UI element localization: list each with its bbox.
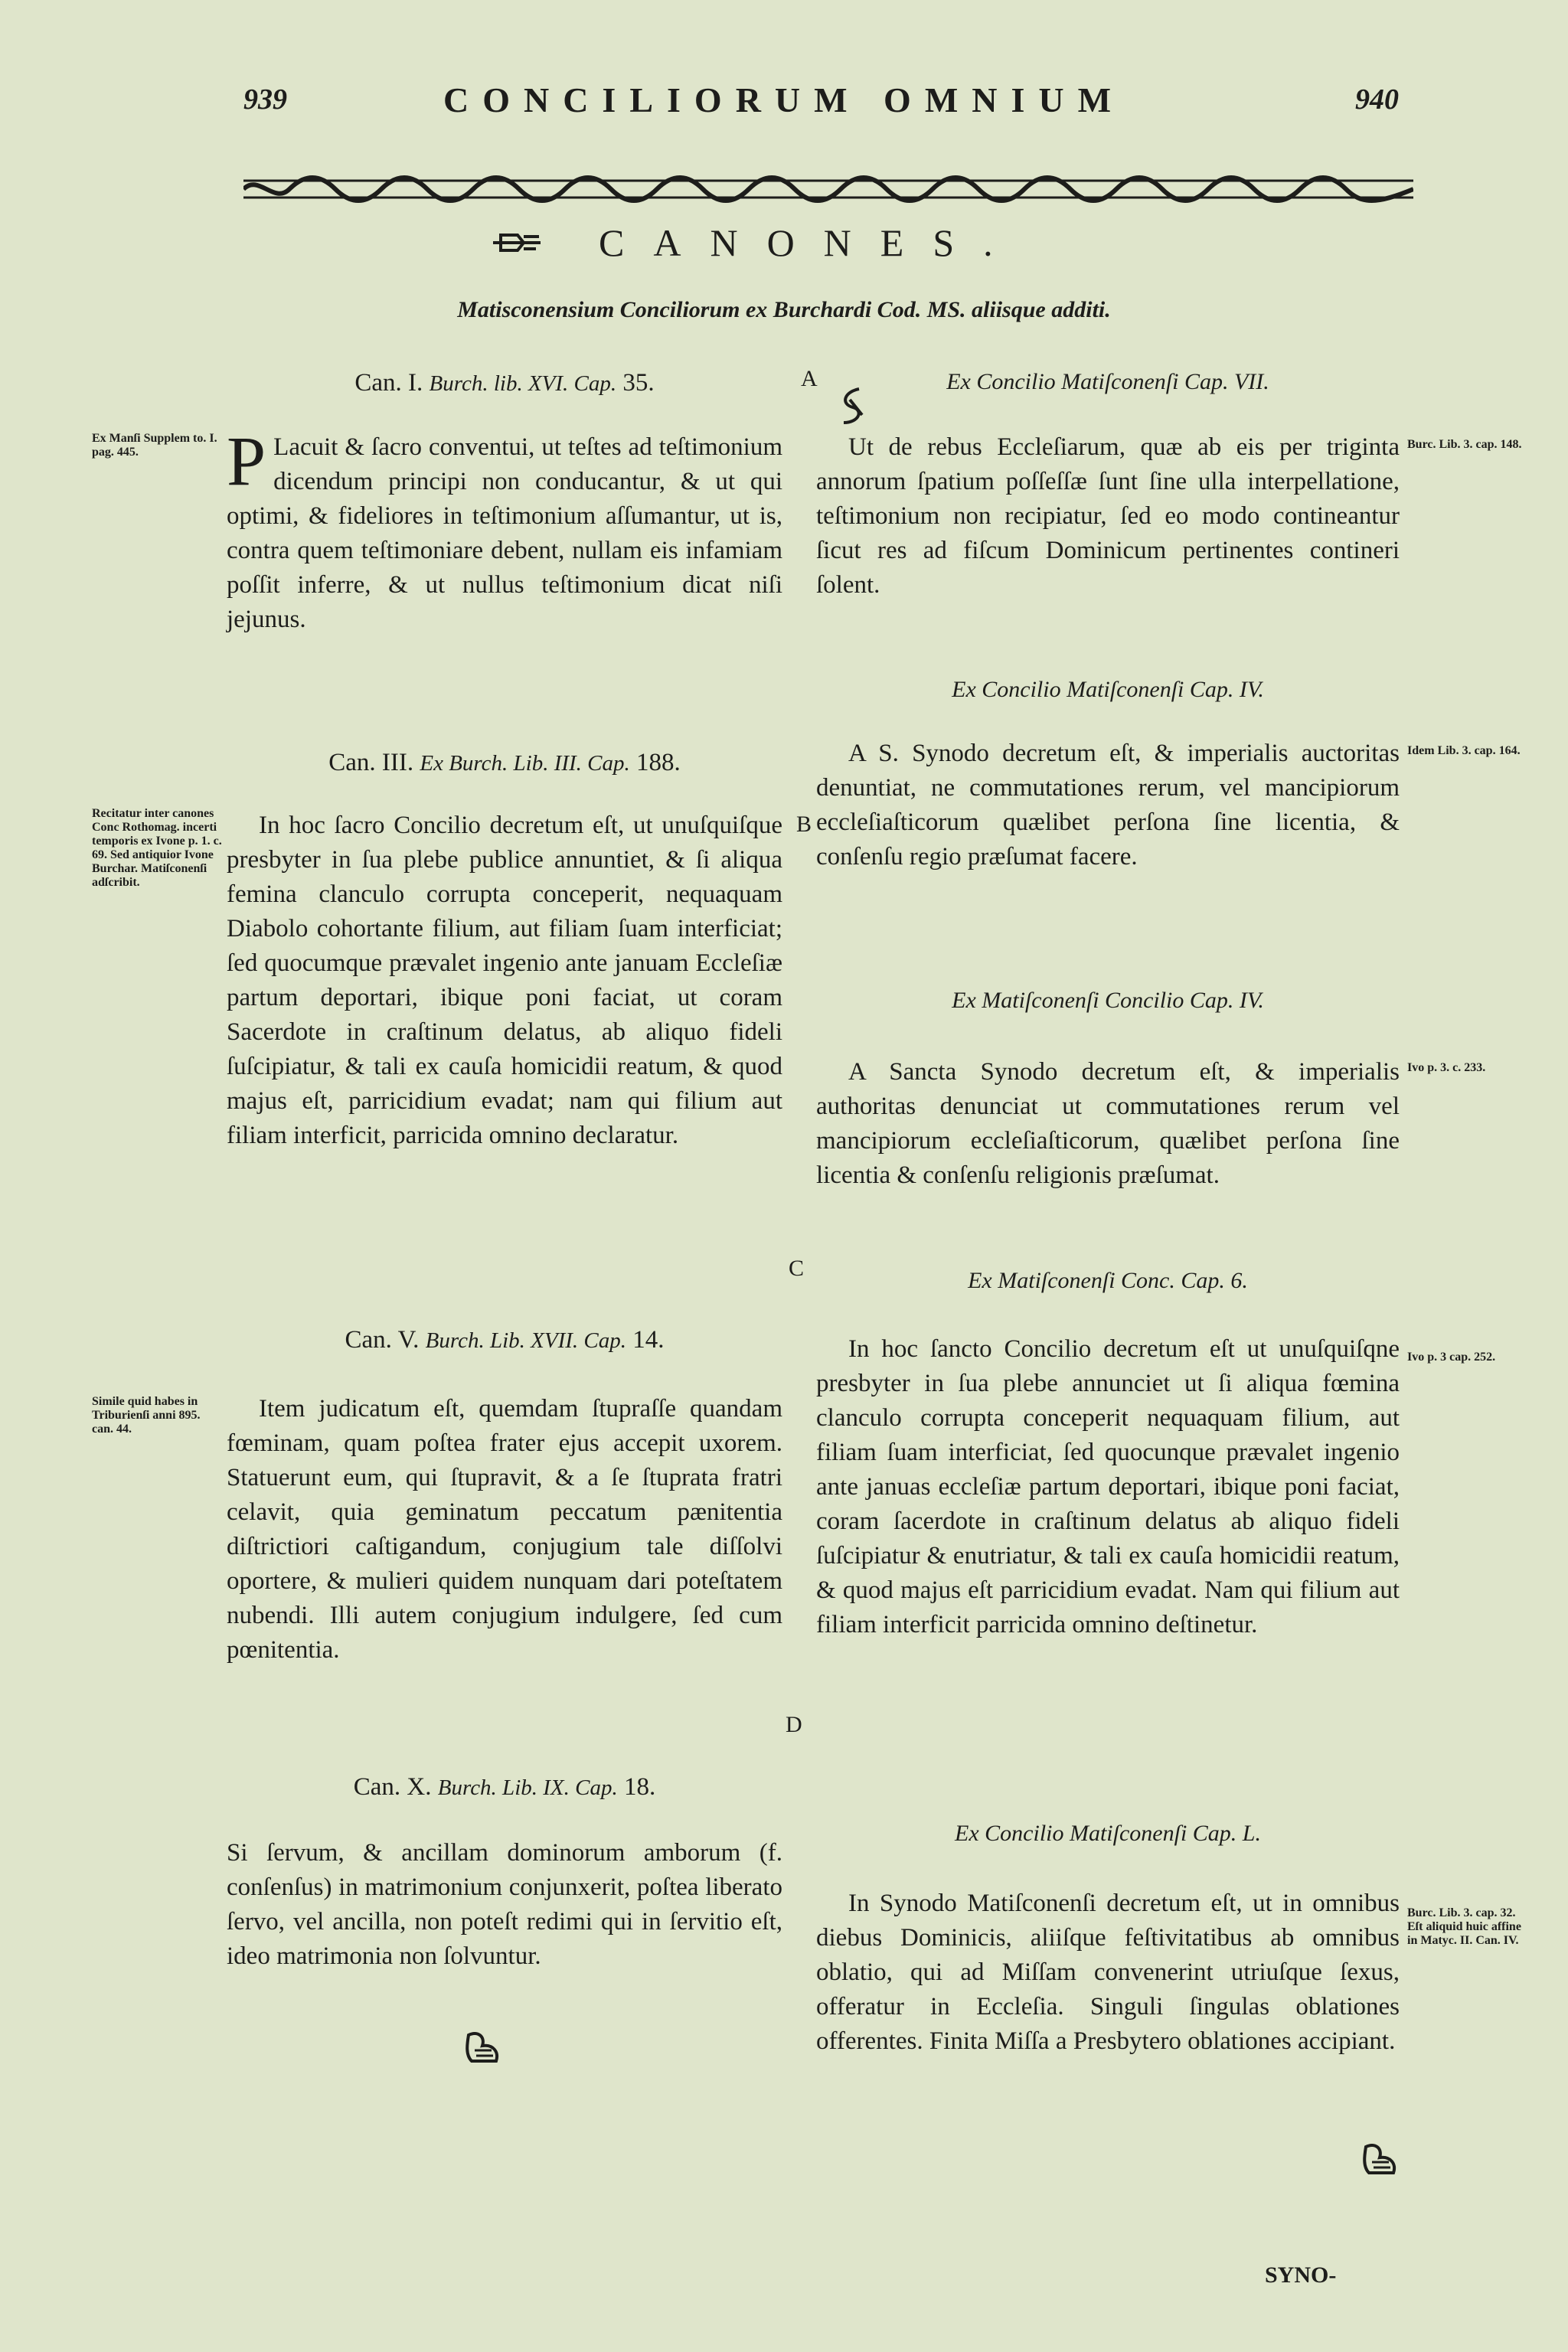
page-number-left: 939 bbox=[243, 83, 287, 116]
canon-text: In hoc ſacro Concilio decretum eſt, ut unuſquiſque presbyter in ſua plebe publice annuntiet, & ſi aliqua femina clanculo corrupta conceperit, nequaquam Diabolo cohortante filium, aut filiam ſuam interficiat; ſed quocumque prævalet ingenio ante januam Eccleſiæ partum deportari, ibique poni faciat, ut coram Sacerdote in craſtinum delatus, ab aliquo fideli ſuſcipiatur, & tali ex cauſa homicidii reatum, & quod majus eſt, parricidium evadat; nam qui filium aut filiam interficit, parricida omnino declaratur. bbox=[227, 812, 782, 1149]
section-marker-d: D bbox=[786, 1712, 802, 1737]
canon-heading: Ex Matiſconenſi Conc. Cap. 6. bbox=[968, 1268, 1248, 1293]
canon-text: Si ſervum, & ancillam dominorum amborum (f. conſenſus) in matrimonium conjunxerit, poſtea liberato ſervo, vel ancilla, non poteſt redimi qui in ſervitio eſt, ideo matrimonia non ſolvuntur. bbox=[227, 1839, 782, 1970]
section-heading bbox=[490, 220, 1022, 265]
section-marker-c: C bbox=[789, 1256, 805, 1281]
canon-heading: Ex Concilio Matiſconenſi Cap. VII. bbox=[946, 369, 1269, 394]
ornamental-band-icon bbox=[243, 170, 1413, 208]
canon-text: P Lacuit & ſacro conventui, ut teſtes ad teſtimonium dicendum principi non conducantur, & ut qui optimi, & fideliores in teſtimonium aſſumantur, ut is, contra quem teſtimoniare debent, nullam eis infamiam poſſit inferre, & ut nullus teſtimonium dicat niſi jejunus. bbox=[227, 422, 782, 633]
canon-text: Item judicatum eſt, quemdam ſtupraſſe quandam fœminam, quam poſtea frater ejus accepit uxorem. Statuerunt eum, qui ſtupravit, & a ſe ſtuprata fratri celavit, quia geminatum peccatum pænitentia diſtrictiori caſtigandum, conjugium tale diſſolvi oportere, & mulieri quidem nunquam dari poteſtatem nubendi. Illi autem conjugium indulgere, ſed cum pœnitentia. bbox=[227, 1395, 782, 1664]
page-number-right: 940 bbox=[1355, 83, 1399, 116]
canon-reference: Burch. Lib. IX. Cap. bbox=[437, 1775, 618, 1800]
canon-heading bbox=[227, 749, 782, 777]
canon-heading: Ex Matiſconenſi Concilio Cap. IV. bbox=[952, 988, 1264, 1013]
canon-number: Can. X. bbox=[353, 1773, 432, 1801]
canon-heading: Ex Concilio Matiſconenſi Cap. L. bbox=[955, 1821, 1261, 1846]
canon-reference: Burch. lib. XVI. Cap. bbox=[429, 371, 617, 396]
canon-text: Ut de rebus Eccleſiarum, quæ ab eis per triginta annorum ſpatium poſſeſſæ ſunt ſine ulla interpellatione, teſtimonium non recipiatur, ſed eo modo contineantur ſicut res ad fiſcum Dominicum pertinentes contineri ſolent. bbox=[816, 433, 1400, 599]
canon-heading bbox=[227, 1773, 782, 1802]
catchword: SYNO- bbox=[1265, 2262, 1337, 2288]
canon-chapter: 35. bbox=[622, 369, 655, 397]
canon-reference: Burch. Lib. XVII. Cap. bbox=[425, 1328, 626, 1353]
canon-number: Can. III. bbox=[328, 749, 414, 776]
section-marker-b: B bbox=[796, 812, 812, 837]
running-title: CONCILIORUM OMNIUM bbox=[443, 80, 1125, 119]
margin-note: Burc. Lib. 3. cap. 148. bbox=[1407, 438, 1522, 451]
margin-note: Simile quid habes in Triburienſi anni 895. can. 44. bbox=[92, 1395, 201, 1436]
hand-tailpiece-icon bbox=[462, 2027, 504, 2067]
canon-text: In hoc ſancto Concilio decretum eſt ut unuſquiſqne presbyter in ſua plebe annunciet ut ſi aliqua fœmina clanculo corrupta conceperit nequaquam filium, aut filiam ſuam interficiat, ſed quocunque prævalet ingenio ante januas eccleſiæ partum deportari, ibique poni faciat, coram ſacerdote in craſtinum delatus ab aliquo fideli ſuſcipiatur & enutriatur, & tali ex cauſa homicidii reatum, & quod majus eſt parricidium evadat. Nam qui filium aut filiam interficit parricida omnino deſtinetur. bbox=[816, 1335, 1400, 1638]
canon-heading bbox=[227, 369, 782, 397]
canon-number: Can. V. bbox=[345, 1326, 420, 1354]
canon-text: A S. Synodo decretum eſt, & imperialis auctoritas denuntiat, ne commutationes rerum, vel mancipiorum eccleſiaſticorum quælibet perſona ſine licentia, & conſenſu regio præſumat facere. bbox=[816, 740, 1400, 871]
margin-note: Ivo p. 3 cap. 252. bbox=[1407, 1351, 1496, 1364]
marginal-flourish-icon bbox=[836, 384, 868, 427]
section-marker-a: A bbox=[801, 366, 818, 391]
margin-note: Burc. Lib. 3. cap. 32. Eſt aliquid huic affine in Matyc. II. Can. IV. bbox=[1407, 1906, 1521, 1947]
margin-note: Recitatur inter canones Conc Rothomag. incerti temporis ex Ivone p. 1. c. 69. Sed antiquior Ivone Burchar. Matiſconenſi adſcribit. bbox=[92, 807, 222, 889]
section-subtitle: Matisconensium Conciliorum ex Burchardi Cod. MS. aliisque additi. bbox=[457, 297, 1111, 322]
canon-chapter: 14. bbox=[632, 1326, 665, 1354]
canon-number: Can. I. bbox=[354, 369, 423, 397]
hand-tailpiece-icon bbox=[1360, 2139, 1401, 2179]
canon-text: A Sancta Synodo decretum eſt, & imperialis authoritas denunciat ut commutationes rerum vel mancipiorum eccleſiaſticorum, quælibet perſona ſine licentia & conſenſu religionis præſumat. bbox=[816, 1058, 1400, 1189]
canon-chapter: 188. bbox=[636, 749, 681, 776]
canon-heading: Ex Concilio Matiſconenſi Cap. IV. bbox=[952, 677, 1264, 702]
section-heading-text: CANONES. bbox=[599, 221, 1022, 264]
pointing-hand-icon bbox=[490, 227, 545, 258]
margin-note: Ex Manſi Supplem to. I. pag. 445. bbox=[92, 432, 217, 459]
canon-text: In Synodo Matiſconenſi decretum eſt, ut in omnibus diebus Dominicis, aliiſque feſtivitatibus ab omnibus oblatio, qui ad Miſſam convenerint utriuſque ſexus, offeratur in Eccleſia. Singuli ſingulas oblationes offerentes. Finita Miſſa a Presbytero oblationes accipiant. bbox=[816, 1890, 1400, 2055]
margin-note: Idem Lib. 3. cap. 164. bbox=[1407, 744, 1521, 757]
margin-note: Ivo p. 3. c. 233. bbox=[1407, 1061, 1486, 1074]
canon-chapter: 18. bbox=[623, 1773, 656, 1801]
drop-cap: P bbox=[227, 422, 266, 500]
canon-heading bbox=[227, 1326, 782, 1354]
canon-reference: Ex Burch. Lib. III. Cap. bbox=[420, 751, 630, 776]
